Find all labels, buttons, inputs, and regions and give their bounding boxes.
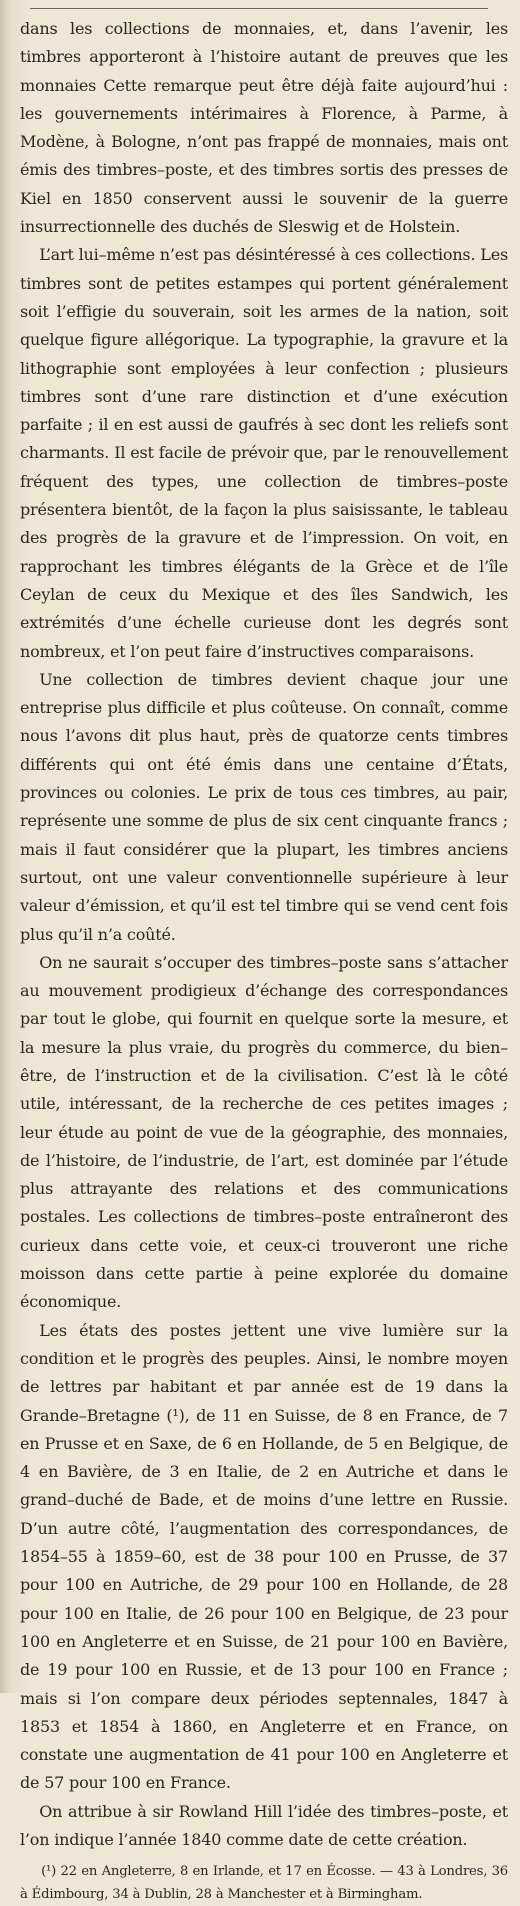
top-rule [30,8,488,9]
paragraph-4: On ne saurait s’occuper des timbres–poste sans s’attacher au mouvement prodigieux d’échange des correspondances par tout le globe, qui fournit en quelque sorte la mesure, et la mesure la plus vraie, du progrès du commerce, du bien–être, de l’instruction et de la civilisation. C’est là le côté utile, intéressant, de la recherche de ces petites images ; leur étude au point de vue de la géographie, des monnaies, de l’histoire, de l’industrie, de l’art, est dominée par l’étude plus attrayante des relations et des communications postales. Les collections de timbres–poste entraîneront des curieux dans cette voie, et ceux-ci trouveront une riche moisson dans cette partie à peine explorée du domaine économique. [20,952,508,1312]
footnote: (¹) 22 en Angleterre, 8 en Irlande, et 17 en Écosse. — 43 à Londres, 36 à Édimbourg, 34 à Dublin, 28 à Manchester et à Birmingham. [20,1864,508,1903]
paragraph-6: On attribue à sir Rowland Hill l’idée des timbres–poste, et l’on indique l’année 1840 comme date de cette création. [20,1801,508,1849]
text-column [14,15,508,1906]
paragraph-2: L’art lui–même n’est pas désintéressé à ces collections. Les timbres sont de petites estampes qui portent généralement soit l’effigie du souverain, soit les armes de la nation, soit quelque figure allégorique. La typographie, la gravure et la lithographie sont employées à leur confection ; plusieurs timbres sont d’une rare distinction et d’une exécution parfaite ; il en est aussi de gaufrés à sec dont les reliefs sont charmants. Il est facile de prévoir que, par le renouvellement fréquent des types, une collection de timbres–poste présentera bientôt, de la façon la plus saisissante, le tableau des progrès de la gravure et de l’impression. On voit, en rapprochant les timbres élégants de la Grèce et de l’île Ceylan de ceux du Mexique et des îles Sandwich, les extrémités d’une échelle curieuse dont les degrés sont nombreux, et l’on peut faire d’instructives comparaisons. [20,245,508,661]
paragraph-3: Une collection de timbres devient chaque jour une entreprise plus difficile et plus coûteuse. On connaît, comme nous l’avons dit plus haut, près de quatorze cents timbres différents qui ont été émis dans une centaine d’États, provinces ou colonies. Le prix de tous ces timbres, au pair, représente une somme de plus de six cent cinquante francs ; mais il faut considérer que la plupart, les timbres anciens surtout, ont une valeur conventionnelle supérieure à leur valeur d’émission, et qu’il est tel timbre qui se vend cent fois plus qu’il n’a coûté. [20,669,508,944]
paragraph-5: Les états des postes jettent une vive lumière sur la condition et le progrès des peuples. Ainsi, le nombre moyen de lettres par habitant et par année est de 19 dans la Grande–Bretagne (¹), de 11 en Suisse, de 8 en France, de 7 en Prusse et en Saxe, de 6 en Hollande, de 5 en Belgique, de 4 en Bavière, de 3 en Italie, de 2 en Autriche et dans le grand–duché de Bade, et de moins d’une lettre en Russie. D’un autre côté, l’augmentation des correspondances, de 1854–55 à 1859–60, est de 38 pour 100 en Prusse, de 37 pour 100 en Autriche, de 29 pour 100 en Hollande, de 28 pour 100 en Italie, de 26 pour 100 en Belgique, de 23 pour 100 en Angleterre et en Suisse, de 21 pour 100 en Bavière, de 19 pour 100 en Russie, et de 13 pour 100 en France ; mais si l’on compare deux périodes septennales, 1847 à 1853 et 1854 à 1860, en Angleterre et en France, on constate une augmentation de 41 pour 100 en Angleterre et de 57 pour 100 en France. [20,1320,508,1793]
paragraph-1: dans les collections de monnaies, et, dans l’avenir, les timbres apporteront à l’histoire autant de preuves que les monnaies Cette remarque peut être déjà faite aujourd’hui : les gouvernements intérimaires à Florence, à Parme, à Modène, à Bologne, n’ont pas frappé de monnaies, mais ont émis des timbres–poste, et des timbres sortis des presses de Kiel en 1850 conservent aussi le souvenir de la guerre insurrectionnelle des duchés de Sleswig et de Holstein. [20,19,508,237]
